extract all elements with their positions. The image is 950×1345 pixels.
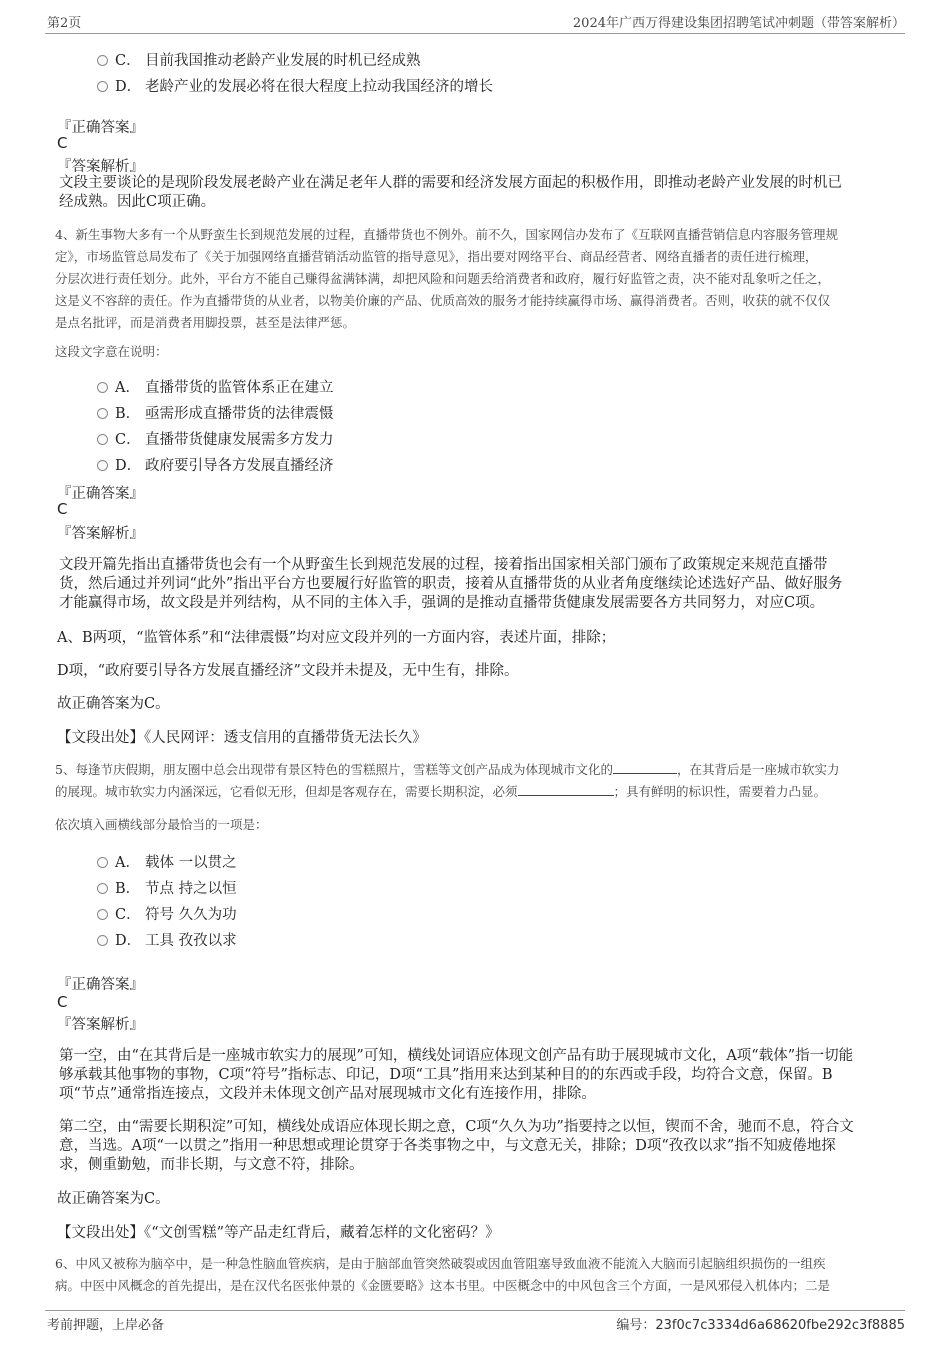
footer-divider [45,1310,905,1311]
q5-analysis-blank2: 第二空，由“需要长期积淀”可知，横线处成语应体现长期之意，C项“久久为功”指要持之以恒，锲而不舍，驰而不息，符合文 意，当选。A项“一以贯之”指用一种思想或理论贯穿于各类事物之中，与文意无关，排除；D项“孜孜以求”指不知疲倦地探 求，侧重勤勉，而非长期，与文意不符，排除。 [59,1119,854,1173]
radio-icon[interactable] [97,382,108,393]
q4-option-a[interactable]: A． 直播带货的监管体系正在建立 [97,376,334,397]
q4-option-b[interactable]: B． 亟需形成直播带货的法律震慑 [97,402,334,423]
q3-answer-label: 『正确答案』 [57,120,144,136]
q5-option-d[interactable]: D． 工具 孜孜以求 [97,929,237,950]
document-title: 2024年广西万得建设集团招聘笔试冲刺题（带答案解析） [572,16,905,31]
q5-analysis-label: 『答案解析』 [57,1017,144,1033]
q4-analysis: 文段开篇先指出直播带货也会有一个从野蛮生长到规范发展的过程，接着指出国家相关部门颁布了政策规定来规范直播带 货，然后通过并列词“此外”指出平台方也要履行好监管的职责，接着从直播带货的从业者角度继续论述选好产品、做好服务 才能赢得市场，故文段是并列结构，从不同的主体入手，强调的是推动直播带货健康发展需要各方共同努力，对应C项。 [59,557,843,611]
radio-icon[interactable] [97,460,108,471]
q4-exclude-ab: A、B两项，“监管体系”和“法律震慑”均对应文段并列的一方面内容，表述片面，排除； [57,630,616,646]
q3-analysis: 文段主要谈论的是现阶段发展老龄产业在满足老年人群的需要和经济发展方面起的积极作用，即推动老龄产业发展的时机已 经成熟。因此C项正确。 [59,175,842,210]
q5-source: 【文段出处】《“文创雪糕”等产品走红背后，藏着怎样的文化密码？》 [57,1225,500,1241]
q4-option-d[interactable]: D． 政府要引导各方发展直播经济 [97,454,334,475]
document-code: 编号：23f0c7c3334d6a68620fbe292c3f8885 [616,1318,905,1333]
q4-answer-label: 『正确答案』 [57,486,144,502]
radio-icon[interactable] [97,857,108,868]
q5-option-a[interactable]: A． 载体 一以贯之 [97,851,237,872]
page-footer [0,1310,950,1345]
radio-icon[interactable] [97,434,108,445]
q5-option-c[interactable]: C． 符号 久久为功 [97,903,237,924]
radio-icon[interactable] [97,408,108,419]
radio-icon[interactable] [97,935,108,946]
q3-answer: C [57,134,68,152]
header-divider [45,33,905,34]
q4-stem: 4、新生事物大多有一个从野蛮生长到规范发展的过程，直播带货也不例外。前不久，国家网信办发布了《互联网直播营销信息内容服务管理规 定》，市场监管总局发布了《关于加强网络直播营销活动监管的指导意见》，指出要对网络平台、商品经营者、网络直播者的责任进行梳理， 分层次进行责任划分。此外，平台方不能自己赚得盆满钵满，却把风险和问题丢给消费者和政府，履行好监管之责，决不能对乱象听之任之， 这是义不容辞的责任。作为直播带货的从业者，以物美价廉的产品、优质高效的服务才能持续赢得市场、赢得消费者。否则，收获的就不仅仅 是点名批评，而是消费者用脚投票，甚至是法律严惩。 [55,227,838,330]
q5-analysis-blank1: 第一空，由“在其背后是一座城市软实力的展现”可知，横线处词语应体现文创产品有助于展现城市文化，A项“载体”指一切能 够承载其他事物的事物，C项“符号”指标志、印记，D项“工具”指用来达到某种目的的东西或手段，均符合文意，保留。B 项“节点”通常指连接点，文段并未体现文创产品对展现城市文化有连接作用，排除。 [59,1048,854,1102]
radio-icon[interactable] [97,55,108,66]
q5-conclusion: 故正确答案为C。 [57,1191,170,1207]
q5-stem: 5、每逢节庆假期，朋友圈中总会出现带有景区特色的雪糕照片，雪糕等文创产品成为体现城市文化的 ，在其背后是一座城市软实力 的展现。城市软实力内涵深远，它看似无形，但却是客观存在，需要长期积淀，必须 ；具有鲜明的标识性，需要着力凸显。 [55,762,840,799]
q4-answer: C [57,500,68,518]
q5-answer: C [57,993,68,1011]
footer-slogan: 考前押题，上岸必备 [47,1318,165,1333]
blank-1 [613,761,677,774]
q5-answer-label: 『正确答案』 [57,977,144,993]
q4-analysis-label: 『答案解析』 [57,526,144,542]
radio-icon[interactable] [97,909,108,920]
q5-prompt: 依次填入画横线部分最恰当的一项是： [55,817,268,832]
blank-2 [518,783,614,796]
page-number: 第2页 [47,16,82,31]
radio-icon[interactable] [97,883,108,894]
radio-icon[interactable] [97,81,108,92]
q4-exclude-d: D项，“政府要引导各方发展直播经济”文段并未提及，无中生有，排除。 [57,663,519,679]
q5-option-b[interactable]: B． 节点 持之以恒 [97,877,237,898]
q4-option-c[interactable]: C． 直播带货健康发展需多方发力 [97,428,334,449]
q4-source: 【文段出处】《人民网评：透支信用的直播带货无法长久》 [57,730,427,746]
q3-option-d[interactable]: D． 老龄产业的发展必将在很大程度上拉动我国经济的增长 [97,75,493,96]
q4-conclusion: 故正确答案为C。 [57,696,170,712]
q6-stem: 6、中风又被称为脑卒中，是一种急性脑血管疾病，是由于脑部血管突然破裂或因血管阻塞导致血液不能流入大脑而引起脑组织损伤的一组疾 病。中医中风概念的首先提出，是在汉代名医张仲景的《金匮要略》这本书里。中医概念中的中风包含三个方面，一是风邪侵入机体内；二是 [55,1256,831,1293]
q4-prompt: 这段文字意在说明： [55,344,168,359]
q3-option-c[interactable]: C． 目前我国推动老龄产业发展的时机已经成熟 [97,49,421,70]
page-header [0,0,950,34]
q3-analysis-label: 『答案解析』 [57,159,144,175]
